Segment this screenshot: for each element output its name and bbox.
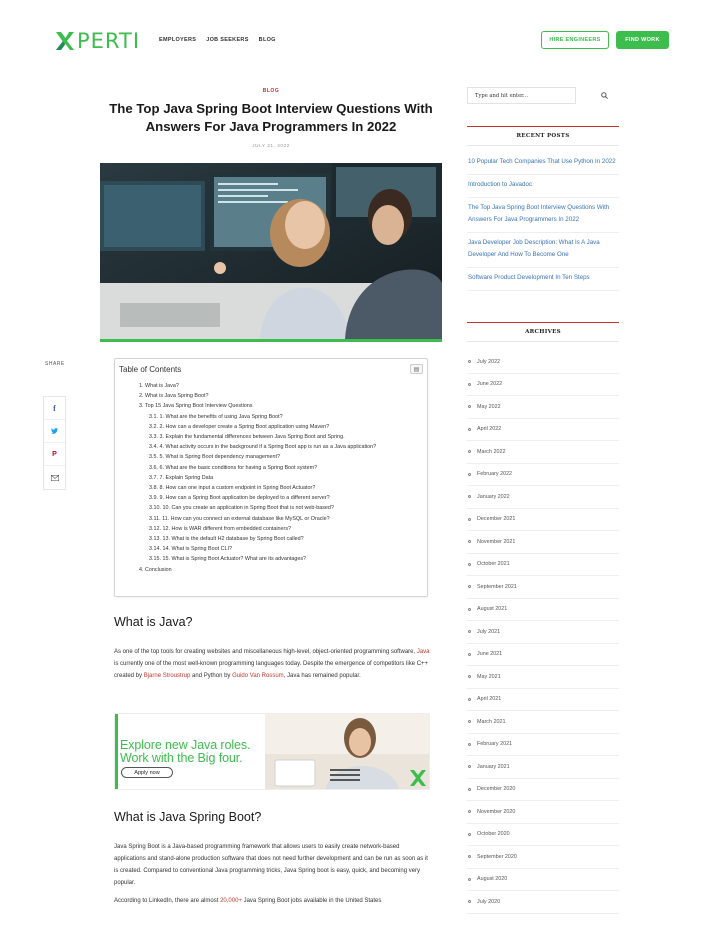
archives-title: ARCHIVES bbox=[525, 329, 561, 335]
bullet-icon bbox=[468, 675, 471, 678]
bullet-icon bbox=[468, 360, 471, 363]
toc-item[interactable]: 3.11. 11. How can you connect an external database like MySQL or Oracle? bbox=[149, 515, 330, 522]
archive-item[interactable] bbox=[467, 756, 619, 779]
toc-item[interactable]: 3.3. 3. Explain the fundamental differences between Java Spring Boot and Spring. bbox=[149, 434, 345, 441]
toc-item[interactable]: 4. Conclusion bbox=[139, 566, 172, 573]
bullet-icon bbox=[468, 900, 471, 903]
archive-item[interactable] bbox=[467, 576, 619, 599]
table-of-contents bbox=[114, 358, 428, 597]
paragraph-text: As one of the top tools for creating websites and miscellaneous high-level, object-oriented programming software, bbox=[114, 649, 417, 655]
archive-item[interactable] bbox=[467, 441, 619, 464]
archive-label: May 2022 bbox=[477, 403, 501, 410]
archive-item[interactable] bbox=[467, 599, 619, 622]
bullet-icon bbox=[468, 878, 471, 881]
logo-text: PERTI bbox=[77, 29, 141, 53]
link-bjarne-stroustrup[interactable]: Bjarne Stroustrup bbox=[143, 673, 191, 679]
post-title-line-1: The Top Java Spring Boot Interview Questions With bbox=[109, 101, 433, 116]
archive-label: April 2022 bbox=[477, 426, 502, 433]
widget-divider bbox=[467, 126, 619, 127]
facebook-icon: f bbox=[53, 403, 56, 413]
archive-label: October 2021 bbox=[477, 561, 510, 568]
bullet-icon bbox=[468, 833, 471, 836]
search-icon[interactable] bbox=[601, 92, 608, 99]
bullet-icon bbox=[468, 540, 471, 543]
toc-heading: Table of Contents bbox=[119, 365, 182, 374]
recent-post-link[interactable]: Introduction to Javadoc bbox=[467, 175, 619, 198]
archive-label: November 2021 bbox=[477, 538, 516, 545]
recent-posts-title: RECENT POSTS bbox=[516, 133, 570, 139]
archive-label: October 2020 bbox=[477, 831, 510, 838]
archive-label: April 2021 bbox=[477, 696, 502, 703]
post-category[interactable]: BLOG bbox=[262, 88, 280, 94]
widget-divider bbox=[467, 322, 619, 323]
toc-item[interactable]: 3.8. 8. How can one input a custom endpoint in Spring Boot Actuator? bbox=[149, 485, 316, 492]
find-work-button[interactable]: FIND WORK bbox=[616, 31, 669, 49]
link-20000-jobs[interactable]: 20,000+ bbox=[220, 898, 242, 904]
nav-job-seekers[interactable]: JOB SEEKERS bbox=[206, 37, 249, 43]
hero-image bbox=[100, 163, 442, 339]
bullet-icon bbox=[468, 810, 471, 813]
archive-label: August 2021 bbox=[477, 606, 508, 613]
bullet-icon bbox=[468, 855, 471, 858]
archive-item[interactable] bbox=[467, 711, 619, 734]
archive-label: December 2021 bbox=[477, 516, 516, 523]
pinterest-share-button[interactable] bbox=[44, 443, 65, 466]
email-share-button[interactable] bbox=[44, 466, 65, 489]
apply-now-button[interactable]: Apply now bbox=[121, 767, 173, 778]
toc-item[interactable]: 3.2. 2. How can a developer create a Spring Boot application using Maven? bbox=[149, 423, 330, 430]
archive-item[interactable] bbox=[467, 779, 619, 802]
toc-item[interactable]: 3. Top 15 Java Spring Boot Interview Questions bbox=[139, 403, 253, 410]
section-heading-what-is-spring-boot: What is Java Spring Boot? bbox=[114, 810, 262, 824]
archive-label: February 2021 bbox=[477, 741, 513, 748]
section2-paragraph-1: Java Spring Boot is a Java-based programming framework that allows users to easily create network-based applications and stand-alone production software that does not need further development and can be run as soon as it is created. Compared to conventional Java programming tricks, Java Spring boot is easy, quick, and becoming very popular. bbox=[114, 844, 428, 886]
hero-illustration bbox=[100, 163, 442, 339]
archive-label: January 2022 bbox=[477, 493, 510, 500]
java-roles-banner[interactable] bbox=[114, 713, 430, 790]
toc-item[interactable]: 3.14. 14. What is Spring Boot CLI? bbox=[149, 546, 233, 553]
toc-item[interactable]: 3.7. 7. Explain Spring Data bbox=[149, 474, 214, 481]
archive-item[interactable] bbox=[467, 621, 619, 644]
envelope-icon bbox=[51, 475, 59, 481]
twitter-share-button[interactable] bbox=[44, 420, 65, 443]
archive-item[interactable] bbox=[467, 351, 619, 374]
archive-item[interactable] bbox=[467, 846, 619, 869]
archive-label: December 2020 bbox=[477, 786, 516, 793]
hero-accent-bar bbox=[100, 339, 442, 342]
recent-post-link[interactable]: 10 Popular Tech Companies That Use Python In 2022 bbox=[467, 152, 619, 175]
toc-item[interactable]: 3.6. 6. What are the basic conditions for having a Spring Boot system? bbox=[149, 464, 318, 471]
toc-item[interactable]: 3.13. 13. What is the default H2 database by Spring Boot called? bbox=[149, 536, 304, 543]
archive-label: January 2021 bbox=[477, 763, 510, 770]
toc-item[interactable]: 3.4. 4. What activity occurs in the background if a Spring Boot app is run as a Java application? bbox=[149, 444, 377, 451]
bullet-icon bbox=[468, 585, 471, 588]
search-input[interactable]: Type and hit enter... bbox=[467, 87, 576, 104]
recent-post-link[interactable]: Software Product Development In Ten Steps bbox=[467, 268, 619, 291]
archive-label: August 2020 bbox=[477, 876, 508, 883]
archive-item[interactable] bbox=[467, 869, 619, 892]
main-nav bbox=[159, 37, 276, 43]
toc-toggle-button[interactable] bbox=[410, 364, 423, 374]
archive-item[interactable] bbox=[467, 419, 619, 442]
bullet-icon bbox=[468, 428, 471, 431]
toc-item[interactable]: 1. What is Java? bbox=[139, 383, 179, 389]
banner-headline: Explore new Java roles. bbox=[120, 738, 251, 752]
archive-item[interactable] bbox=[467, 644, 619, 667]
xperti-logo[interactable] bbox=[55, 29, 140, 53]
share-buttons bbox=[43, 396, 66, 490]
section-heading-what-is-java: What is Java? bbox=[114, 615, 193, 629]
archive-item[interactable] bbox=[467, 734, 619, 757]
hire-engineers-button[interactable]: HIRE ENGINEERS bbox=[541, 31, 609, 49]
bullet-icon bbox=[468, 653, 471, 656]
toc-list bbox=[139, 381, 423, 575]
banner-subheadline: Work with the Big four. bbox=[120, 751, 243, 765]
archive-label: September 2021 bbox=[477, 583, 517, 590]
archive-item[interactable] bbox=[467, 486, 619, 509]
paragraph-text: and Python by bbox=[190, 673, 233, 679]
archive-item[interactable] bbox=[467, 554, 619, 577]
archive-item[interactable] bbox=[467, 396, 619, 419]
archive-label: July 2022 bbox=[477, 358, 501, 365]
bullet-icon bbox=[468, 720, 471, 723]
xperti-logo-mark bbox=[55, 31, 75, 51]
paragraph-text: , Java has remained popular. bbox=[283, 673, 361, 679]
pinterest-icon: P bbox=[52, 450, 57, 458]
archive-item[interactable] bbox=[467, 824, 619, 847]
post-title-line-2: Answers For Java Programmers In 2022 bbox=[145, 119, 397, 134]
bullet-icon bbox=[468, 563, 471, 566]
link-guido-van-rossum[interactable]: Guido Van Rossum bbox=[232, 673, 284, 679]
bullet-icon bbox=[468, 473, 471, 476]
bullet-icon bbox=[468, 765, 471, 768]
toc-item[interactable]: 3.10. 10. Can you create an application in Spring Boot that is not web-based? bbox=[149, 505, 334, 512]
archive-label: June 2022 bbox=[477, 381, 503, 388]
toc-item[interactable]: 3.15. 15. What is Spring Boot Actuator? What are its advantages? bbox=[149, 556, 307, 563]
facebook-share-button[interactable] bbox=[44, 397, 65, 420]
archive-label: May 2021 bbox=[477, 673, 501, 680]
recent-post-link[interactable]: The Top Java Spring Boot Interview Questions With Answers For Java Programmers In 2022 bbox=[467, 198, 619, 233]
archive-item[interactable] bbox=[467, 509, 619, 532]
archive-label: June 2021 bbox=[477, 651, 503, 658]
bullet-icon bbox=[468, 405, 471, 408]
share-label: SHARE bbox=[45, 361, 65, 367]
bullet-icon bbox=[468, 495, 471, 498]
twitter-icon bbox=[51, 428, 58, 434]
widget-divider bbox=[467, 145, 619, 146]
bullet-icon bbox=[468, 698, 471, 701]
nav-employers[interactable]: EMPLOYERS bbox=[159, 37, 197, 43]
archive-label: July 2020 bbox=[477, 898, 501, 905]
toc-item[interactable]: 2. What is Java Spring Boot? bbox=[139, 393, 209, 400]
link-java[interactable]: Java bbox=[416, 649, 430, 655]
paragraph-text: is currently one of the most well-known programming languages today. Despite the emergence of competitors like C++ created by bbox=[114, 661, 429, 679]
recent-post-link[interactable]: Java Developer Job Description: What Is A Java Developer And How To Become One bbox=[467, 233, 619, 268]
section1-paragraph bbox=[114, 646, 430, 682]
recent-posts-list bbox=[467, 152, 619, 291]
site-header bbox=[0, 0, 720, 80]
archive-item[interactable] bbox=[467, 531, 619, 554]
archive-item[interactable] bbox=[467, 374, 619, 397]
list-toggle-icon: ▤ bbox=[413, 366, 420, 373]
bullet-icon bbox=[468, 608, 471, 611]
bullet-icon bbox=[468, 743, 471, 746]
post-date: JULY 21, 2022 bbox=[252, 144, 290, 149]
banner-photo bbox=[265, 714, 430, 790]
section2-paragraph-2 bbox=[114, 895, 430, 907]
archive-item[interactable] bbox=[467, 689, 619, 712]
toc-item[interactable]: 3.12. 12. How is WAR different from embedded containers? bbox=[149, 525, 292, 532]
archive-label: March 2021 bbox=[477, 718, 506, 725]
banner-accent-strip bbox=[115, 714, 118, 790]
toc-item[interactable]: 3.5. 5. What is Spring Boot dependency management? bbox=[149, 454, 280, 461]
archive-label: July 2021 bbox=[477, 628, 501, 635]
archive-label: November 2020 bbox=[477, 808, 516, 815]
bullet-icon bbox=[468, 450, 471, 453]
bullet-icon bbox=[468, 788, 471, 791]
bullet-icon bbox=[468, 383, 471, 386]
archive-item[interactable] bbox=[467, 666, 619, 689]
archives-list bbox=[467, 351, 619, 914]
archive-label: March 2022 bbox=[477, 448, 506, 455]
widget-divider bbox=[467, 341, 619, 342]
toc-item[interactable]: 3.9. 9. How can a Spring Boot application be deployed to a different server? bbox=[149, 495, 330, 502]
nav-blog[interactable]: BLOG bbox=[258, 37, 276, 43]
toc-item[interactable]: 3.1. 1. What are the benefits of using Java Spring Boot? bbox=[149, 413, 283, 420]
archive-label: February 2022 bbox=[477, 471, 513, 478]
bullet-icon bbox=[468, 630, 471, 633]
paragraph-text: Java Spring Boot jobs available in the United States bbox=[241, 898, 382, 904]
paragraph-text: According to LinkedIn, there are almost bbox=[114, 898, 221, 904]
bullet-icon bbox=[468, 518, 471, 521]
post-title bbox=[100, 100, 442, 136]
archive-item[interactable] bbox=[467, 464, 619, 487]
archive-label: September 2020 bbox=[477, 853, 517, 860]
archive-item[interactable] bbox=[467, 891, 619, 914]
archive-item[interactable] bbox=[467, 801, 619, 824]
